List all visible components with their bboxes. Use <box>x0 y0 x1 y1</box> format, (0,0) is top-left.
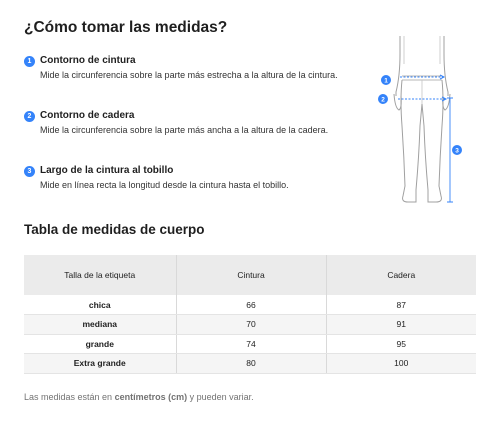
column-header-waist: Cintura <box>176 255 326 295</box>
step-description: Mide la circunferencia sobre la parte más ancha a la altura de la cadera. <box>40 125 329 135</box>
size-chart-table <box>24 255 476 374</box>
page-title: ¿Cómo tomar las medidas? <box>24 19 228 36</box>
step-description: Mide la circunferencia sobre la parte más estrecha a la altura de la cintura. <box>40 70 338 80</box>
step-heading: Largo de la cintura al tobillo <box>40 165 174 176</box>
table-row <box>24 315 476 335</box>
size-cell: mediana <box>24 315 176 335</box>
step-heading: Contorno de cadera <box>40 110 135 121</box>
table-header-row <box>24 255 476 295</box>
table-row <box>24 295 476 315</box>
table-row <box>24 354 476 374</box>
size-cell: Extra grande <box>24 354 176 374</box>
units-note: Las medidas están en centímetros (cm) y pueden variar. <box>24 392 254 402</box>
waist-cell: 74 <box>176 334 326 354</box>
column-header-size: Talla de la etiqueta <box>24 255 176 295</box>
svg-text:3: 3 <box>455 147 459 155</box>
hip-cell: 95 <box>326 334 476 354</box>
step-number-badge: 2 <box>24 111 35 122</box>
step-number-badge: 3 <box>24 166 35 177</box>
size-cell: chica <box>24 295 176 315</box>
hip-cell: 91 <box>326 315 476 335</box>
column-header-hip: Cadera <box>326 255 476 295</box>
pants-silhouette-icon <box>374 36 474 212</box>
table-row <box>24 334 476 354</box>
step-number-badge: 1 <box>24 56 35 67</box>
body-measurement-illustration <box>374 36 474 212</box>
units-emphasis: centímetros (cm) <box>114 392 188 402</box>
waist-cell: 80 <box>176 354 326 374</box>
svg-text:2: 2 <box>381 96 385 104</box>
waist-cell: 70 <box>176 315 326 335</box>
step-description: Mide en línea recta la longitud desde la cintura hasta el tobillo. <box>40 180 289 190</box>
size-cell: grande <box>24 334 176 354</box>
hip-cell: 100 <box>326 354 476 374</box>
step-heading: Contorno de cintura <box>40 55 136 66</box>
table-title: Tabla de medidas de cuerpo <box>24 222 205 237</box>
waist-cell: 66 <box>176 295 326 315</box>
hip-cell: 87 <box>326 295 476 315</box>
svg-text:1: 1 <box>384 77 388 85</box>
